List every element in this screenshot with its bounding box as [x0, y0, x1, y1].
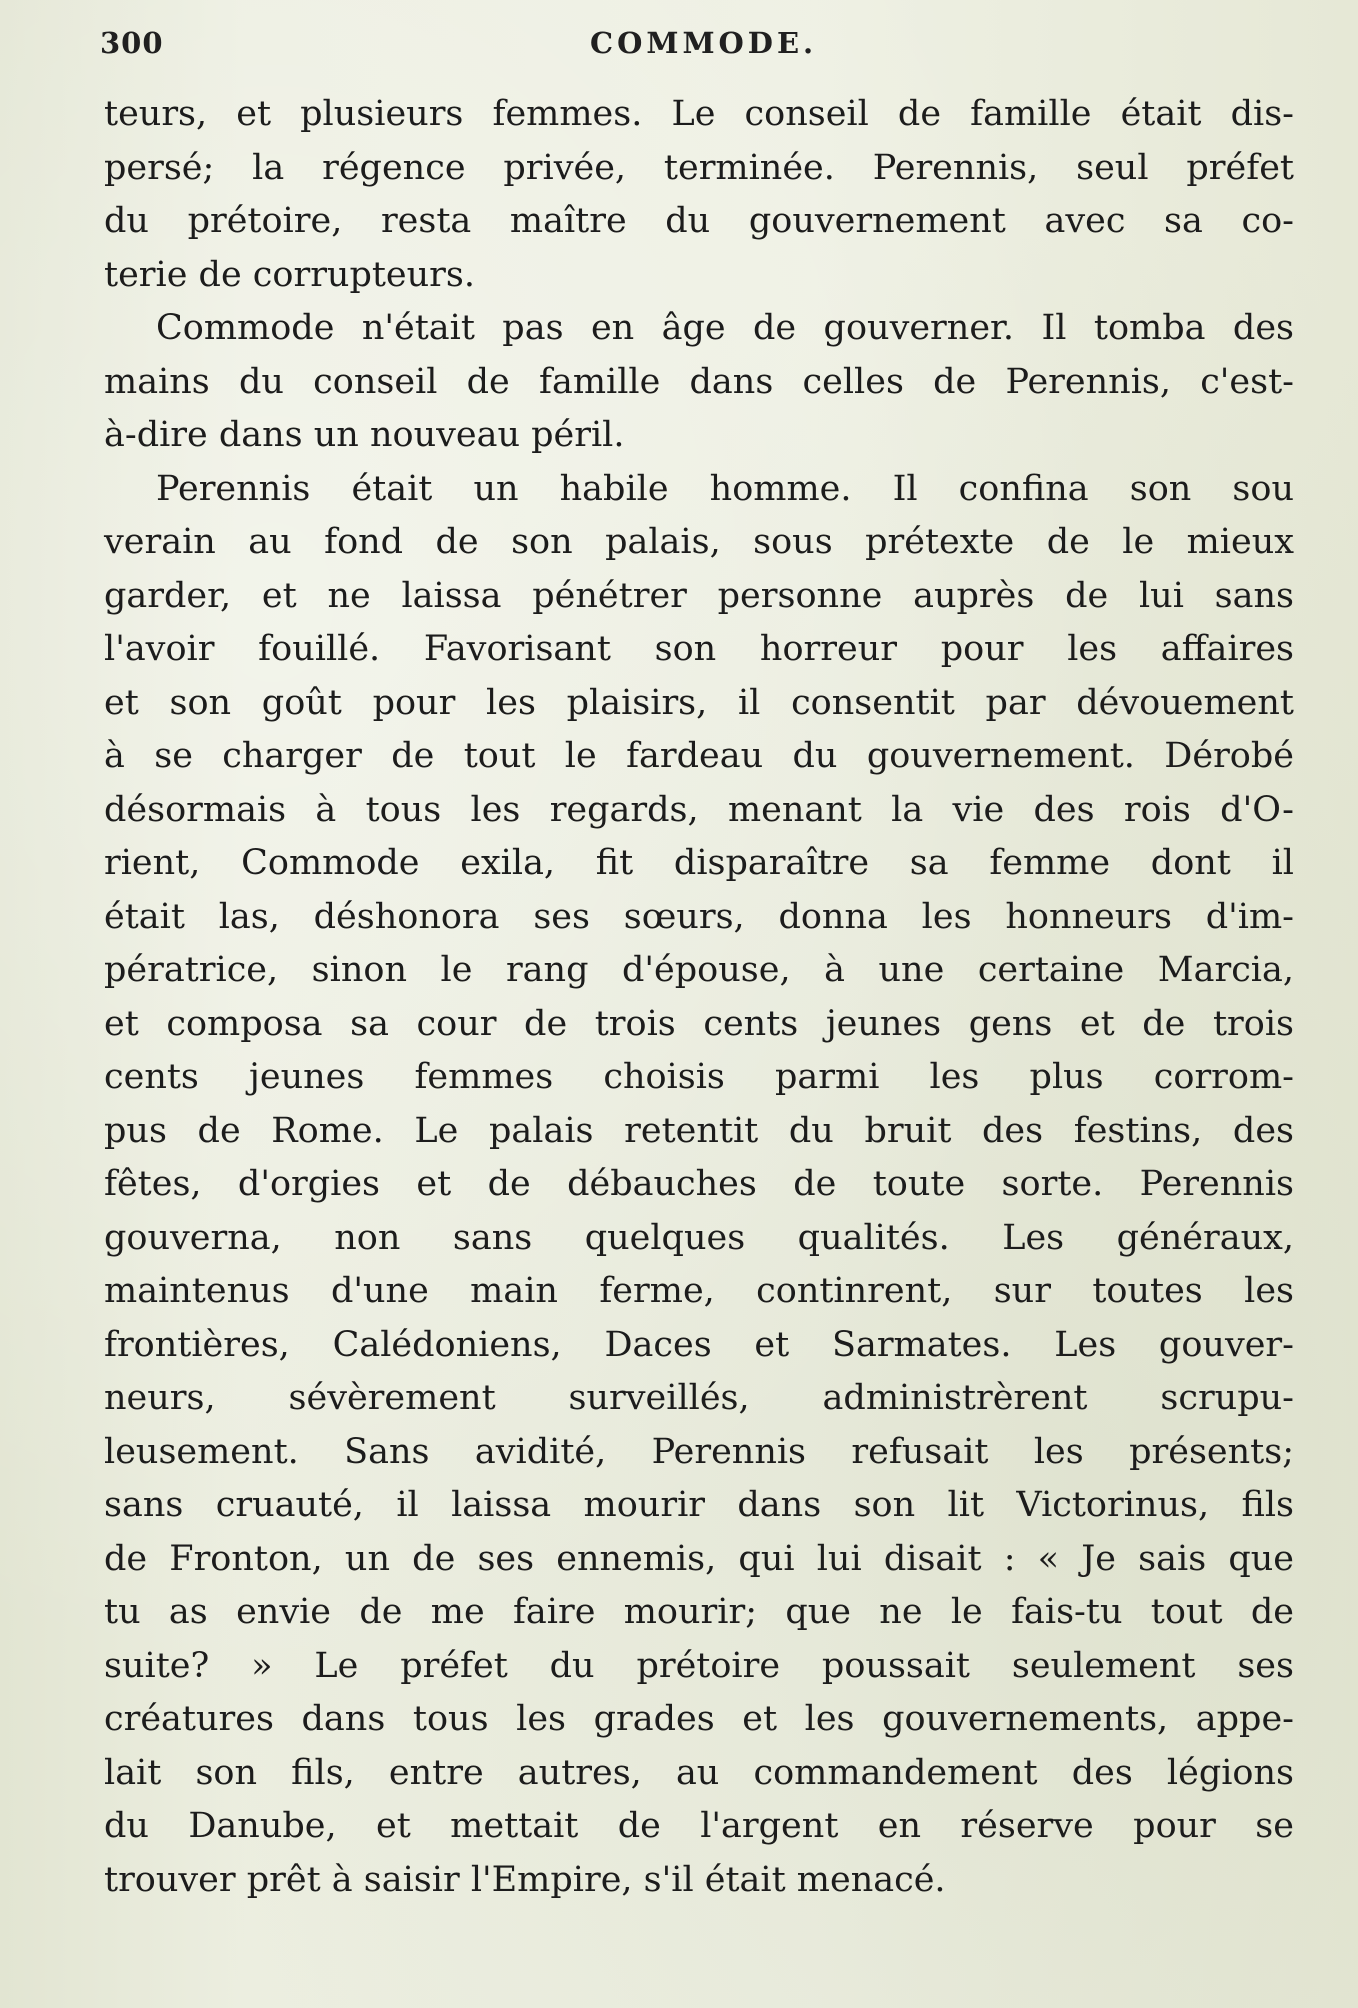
- text-line: à se charger de tout le fardeau du gouvernement. Dérobé: [104, 736, 1294, 776]
- text-line: lait son fils, entre autres, au commandement des légions: [104, 1752, 1294, 1793]
- page-header: [100, 22, 1300, 72]
- text-line: fêtes, d'orgies et de débauches de toute sorte. Perennis: [104, 1164, 1294, 1204]
- text-line: et composa sa cour de trois cents jeunes gens et de trois: [104, 1003, 1294, 1044]
- text-line: à-dire dans un nouveau péril.: [104, 415, 625, 455]
- text-line: Perennis était un habile homme. Il confina son sou: [156, 468, 1294, 509]
- text-line: désormais à tous les regards, menant la vie des rois d'O-: [104, 789, 1294, 830]
- text-line: teurs, et plusieurs femmes. Le conseil de famille était dis-: [104, 94, 1294, 134]
- text-line: rient, Commode exila, fit disparaître sa femme dont il: [104, 843, 1294, 883]
- text-line: Commode n'était pas en âge de gouverner. Il tomba des: [156, 308, 1294, 348]
- page-number: 300: [100, 26, 164, 60]
- text-line: gouverna, non sans quelques qualités. Les généraux,: [104, 1217, 1294, 1258]
- text-line: frontières, Calédoniens, Daces et Sarmates. Les gouver-: [104, 1324, 1294, 1365]
- text-line: suite? » Le préfet du prétoire poussait seulement ses: [104, 1645, 1294, 1686]
- text-line: verain au fond de son palais, sous prétexte de le mieux: [104, 522, 1294, 562]
- text-line: trouver prêt à saisir l'Empire, s'il était menacé.: [104, 1859, 946, 1900]
- text-line: était las, déshonora ses sœurs, donna les honneurs d'im-: [104, 896, 1294, 937]
- text-line: mains du conseil de famille dans celles de Perennis, c'est-: [104, 361, 1294, 402]
- text-line: leusement. Sans avidité, Perennis refusait les présents;: [104, 1431, 1294, 1472]
- text-line: maintenus d'une main ferme, continrent, sur toutes les: [104, 1271, 1294, 1311]
- text-line: cents jeunes femmes choisis parmi les plus corrom-: [104, 1057, 1294, 1097]
- text-line: garder, et ne laissa pénétrer personne auprès de lui sans: [104, 575, 1294, 616]
- text-line: pus de Rome. Le palais retentit du bruit des festins, des: [104, 1110, 1294, 1151]
- text-line: de Fronton, un de ses ennemis, qui lui disait : « Je sais que: [104, 1538, 1294, 1579]
- text-line: pératrice, sinon le rang d'épouse, à une certaine Marcia,: [104, 950, 1294, 990]
- text-line: terie de corrupteurs.: [104, 254, 476, 295]
- text-line: créatures dans tous les grades et les gouvernements, appe-: [104, 1699, 1294, 1739]
- text-line: du prétoire, resta maître du gouvernement avec sa co-: [104, 201, 1294, 241]
- text-line: l'avoir fouillé. Favorisant son horreur pour les affaires: [104, 629, 1294, 669]
- text-line: tu as envie de me faire mourir; que ne le fais-tu tout de: [104, 1592, 1294, 1632]
- text-line: du Danube, et mettait de l'argent en réserve pour se: [104, 1806, 1294, 1846]
- text-line: persé; la régence privée, terminée. Perennis, seul préfet: [104, 147, 1294, 188]
- running-head: COMMODE.: [590, 26, 818, 60]
- text-line: neurs, sévèrement surveillés, administrèrent scrupu-: [104, 1378, 1294, 1418]
- text-line: sans cruauté, il laissa mourir dans son lit Victorinus, fils: [104, 1485, 1294, 1525]
- text-line: et son goût pour les plaisirs, il consentit par dévouement: [104, 682, 1294, 723]
- body-text: [104, 88, 1294, 1907]
